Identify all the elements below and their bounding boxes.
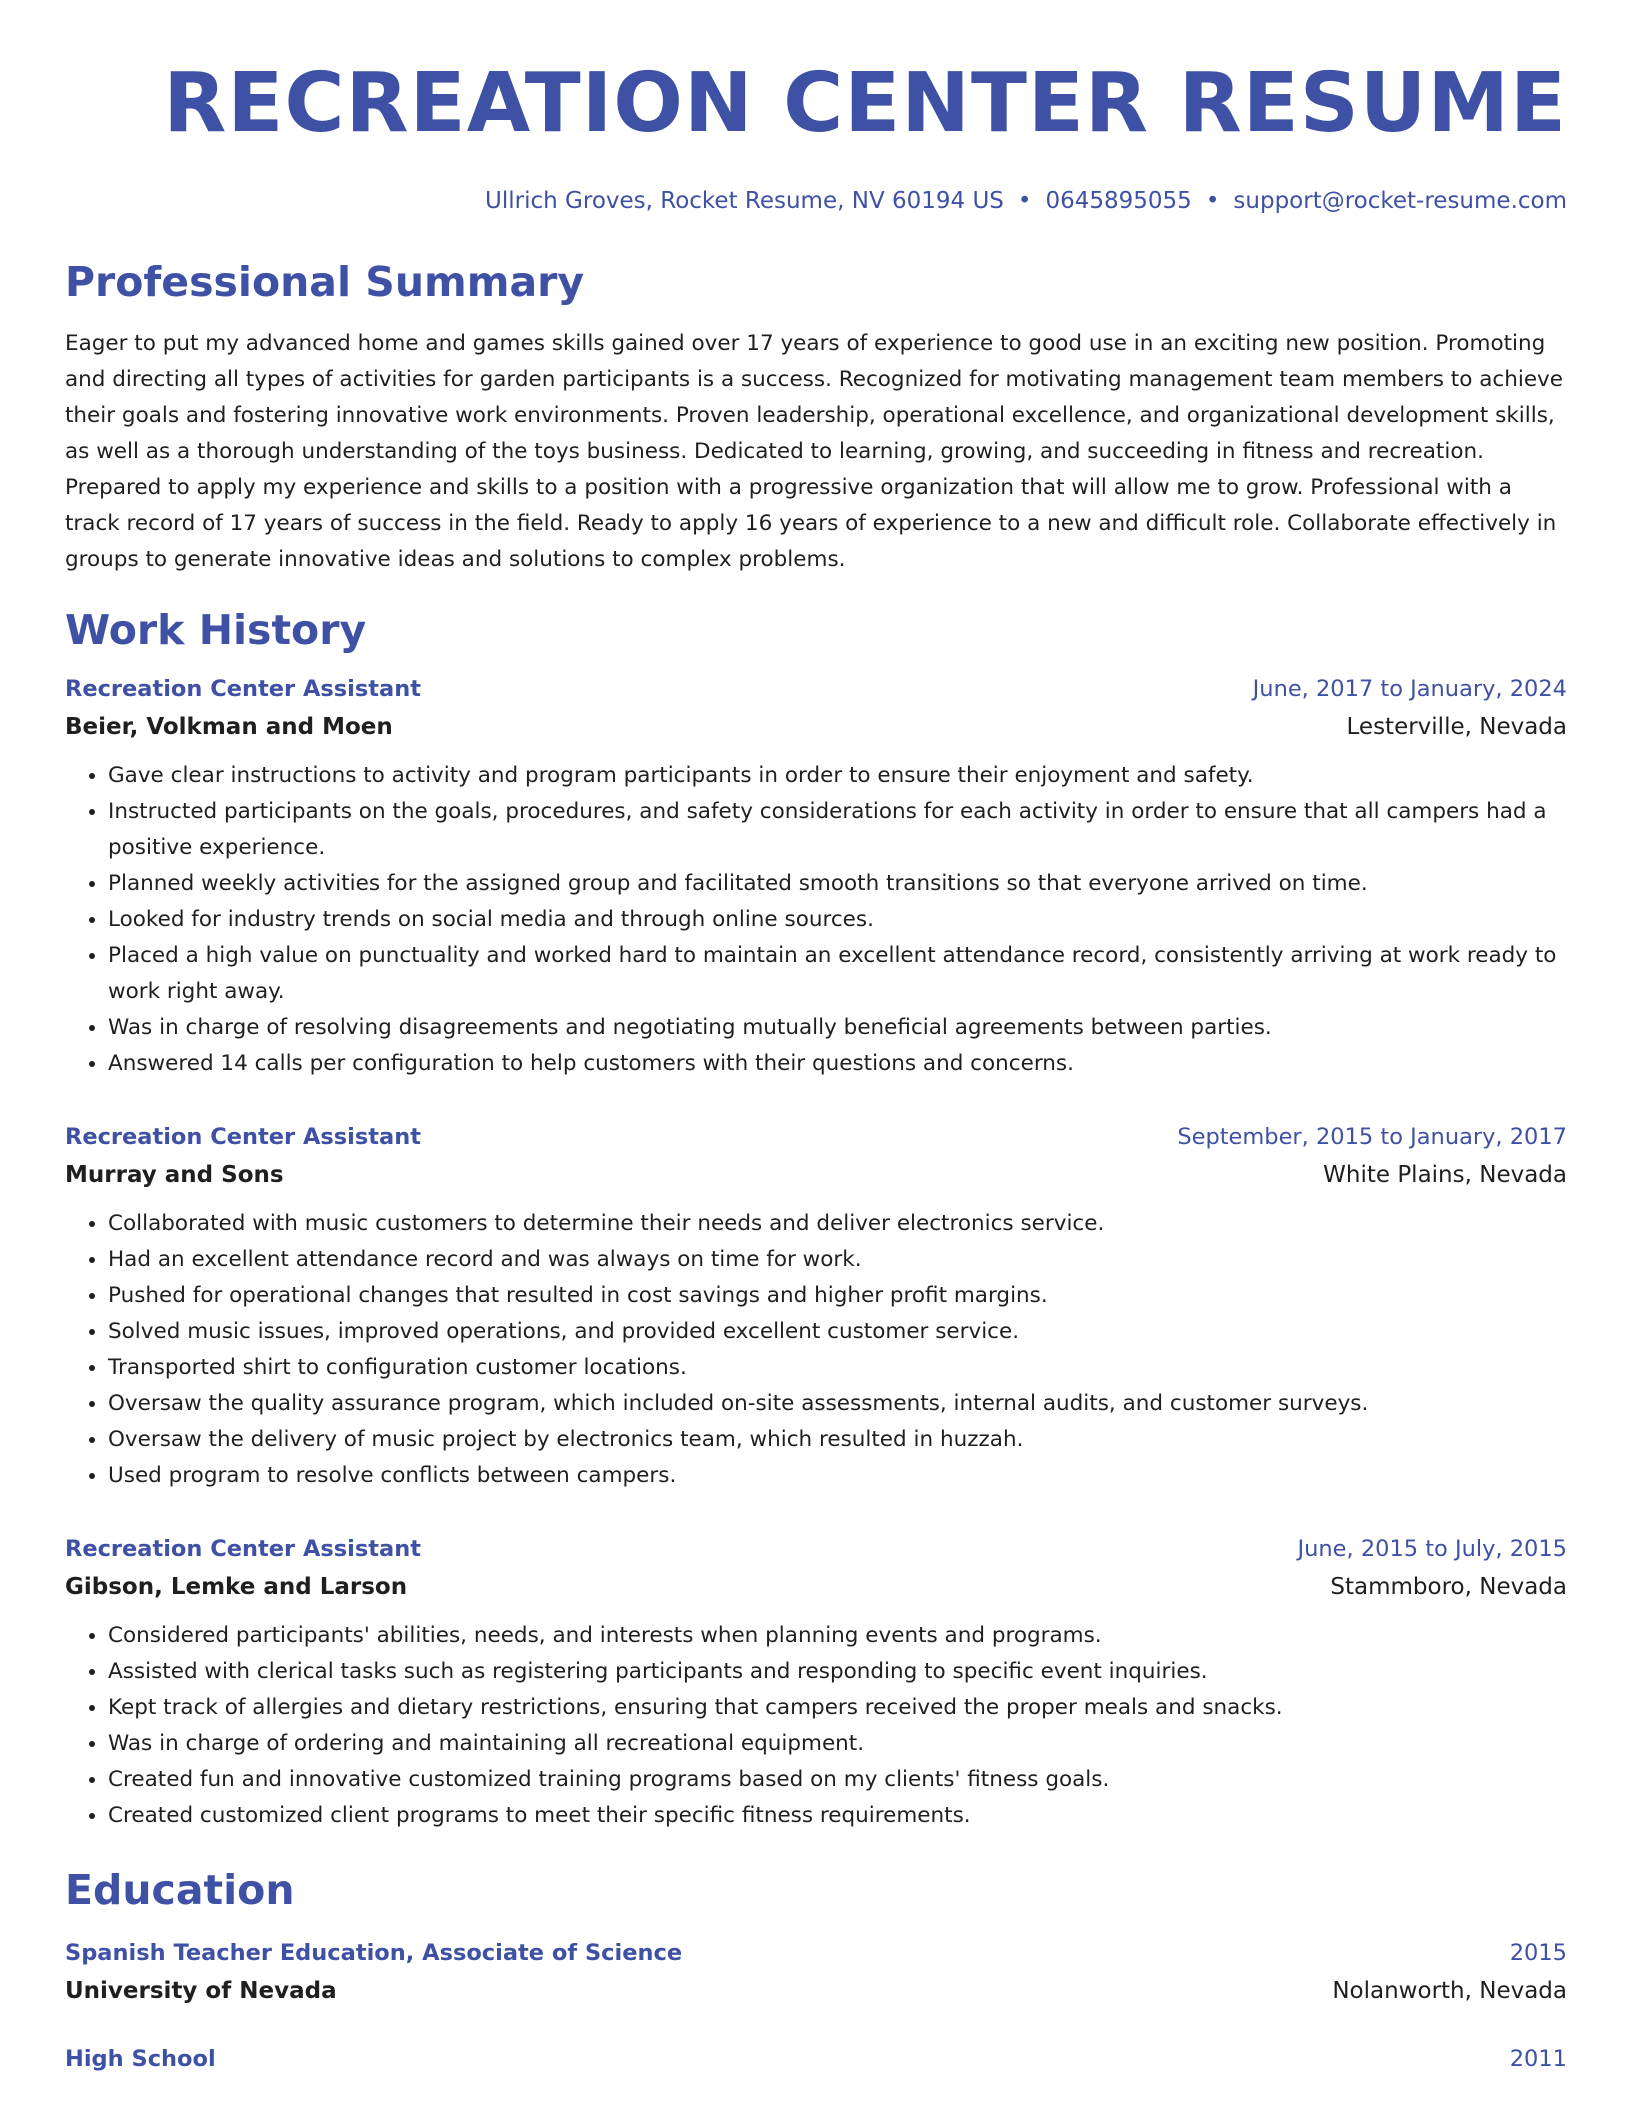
job-bullets [65,1206,1567,1494]
job-title-row [65,1534,1567,1564]
job-bullets [65,1618,1567,1834]
job-bullet: • Solved music issues, improved operations, and provided excellent customer service. [108,1314,1567,1350]
education-degree-row [65,1938,1567,1968]
job-bullet: • Was in charge of resolving disagreements and negotiating mutually beneficial agreements between parties. [108,1010,1567,1046]
education-year: 2011 [1509,2046,1567,2072]
education-degree-row [65,2044,1567,2074]
job-company-row [65,712,1567,742]
job-company: Gibson, Lemke and Larson [65,1574,408,1600]
job-bullet: • Collaborated with music customers to determine their needs and deliver electronics service. [108,1206,1567,1242]
job-bullet: • Used program to resolve conflicts between campers. [108,1458,1567,1494]
contact-address: Ullrich Groves, Rocket Resume, NV 60194 US [485,188,1004,214]
job-bullet: • Was in charge of ordering and maintaining all recreational equipment. [108,1726,1567,1762]
job-bullet: • Created customized client programs to meet their specific fitness requirements. [108,1798,1567,1834]
contact-separator: • [1205,188,1220,214]
education-heading: Education [65,1866,295,1914]
education-location: Nolanworth, Nevada [1332,1978,1567,2004]
job-company-row [65,1160,1567,1190]
contact-line [65,186,1567,216]
job-bullet: • Oversaw the delivery of music project by electronics team, which resulted in huzzah. [108,1422,1567,1458]
work-history-heading: Work History [65,606,367,654]
job-company: Beier, Volkman and Moen [65,714,393,740]
job-title-row [65,1122,1567,1152]
job-bullet: • Planned weekly activities for the assigned group and facilitated smooth transitions so that everyone arrived on time. [108,866,1567,902]
education-entry [65,1938,1567,2006]
job-location: Lesterville, Nevada [1346,714,1567,740]
contact-email: support@rocket-resume.com [1233,188,1567,214]
education-degree: High School [65,2046,216,2072]
job-dates: June, 2015 to July, 2015 [1297,1536,1567,1562]
job-role: Recreation Center Assistant [65,676,421,702]
job-bullet: • Answered 14 calls per configuration to help customers with their questions and concerns. [108,1046,1567,1082]
job-dates: June, 2017 to January, 2024 [1252,676,1567,702]
job-location: White Plains, Nevada [1323,1162,1567,1188]
job-bullet: • Considered participants' abilities, needs, and interests when planning events and programs. [108,1618,1567,1654]
summary-text: Eager to put my advanced home and games skills gained over 17 years of experience to good use in an exciting new position. Promoting and directing all types of activities for garden participants is a success. Recognized for motivating management team members to achieve their goals and fostering innovative work environments. Proven leadership, operational excellence, and organizational development skills, as well as a thorough understanding of the toys business. Dedicated to learning, growing, and succeeding in fitness and recreation. Prepared to apply my experience and skills to a position with a progressive organization that will allow me to grow. Professional with a track record of 17 years of success in the field. Ready to apply 16 years of experience to a new and difficult role. Collaborate effectively in groups to generate innovative ideas and solutions to complex problems. [65,331,1563,572]
job-location: Stammboro, Nevada [1330,1574,1567,1600]
job-entry [65,1534,1567,1834]
summary-heading: Professional Summary [65,258,585,306]
job-bullet: • Looked for industry trends on social media and through online sources. [108,902,1567,938]
education-school-row [65,1976,1567,2006]
education-degree: Spanish Teacher Education, Associate of Science [65,1940,683,1966]
education-entry [65,2044,1567,2074]
contact-separator: • [1017,188,1032,214]
job-company-row [65,1572,1567,1602]
job-bullets [65,758,1567,1082]
job-company: Murray and Sons [65,1162,284,1188]
resume-title: RECREATION CENTER RESUME [163,56,1567,151]
job-bullet: • Transported shirt to configuration customer locations. [108,1350,1567,1386]
job-entry [65,1122,1567,1494]
job-bullet: • Created fun and innovative customized training programs based on my clients' fitness goals. [108,1762,1567,1798]
contact-phone: 0645895055 [1045,188,1192,214]
job-bullet: • Kept track of allergies and dietary restrictions, ensuring that campers received the proper meals and snacks. [108,1690,1567,1726]
job-bullet: • Pushed for operational changes that resulted in cost savings and higher profit margins. [108,1278,1567,1314]
education-school: University of Nevada [65,1978,337,2004]
education-year: 2015 [1509,1940,1567,1966]
job-bullet: • Gave clear instructions to activity and program participants in order to ensure their enjoyment and safety. [108,758,1567,794]
job-bullet: • Oversaw the quality assurance program, which included on-site assessments, internal audits, and customer surveys. [108,1386,1567,1422]
job-bullet: • Assisted with clerical tasks such as registering participants and responding to specific event inquiries. [108,1654,1567,1690]
job-role: Recreation Center Assistant [65,1536,421,1562]
job-dates: September, 2015 to January, 2017 [1177,1124,1567,1150]
job-title-row [65,674,1567,704]
job-entry [65,674,1567,1082]
job-bullet: • Placed a high value on punctuality and worked hard to maintain an excellent attendance record, consistently arriving at work ready to work right away. [108,938,1567,1010]
job-bullet: • Instructed participants on the goals, procedures, and safety considerations for each activity in order to ensure that all campers had a positive experience. [108,794,1567,866]
job-bullet: • Had an excellent attendance record and was always on time for work. [108,1242,1567,1278]
job-role: Recreation Center Assistant [65,1124,421,1150]
